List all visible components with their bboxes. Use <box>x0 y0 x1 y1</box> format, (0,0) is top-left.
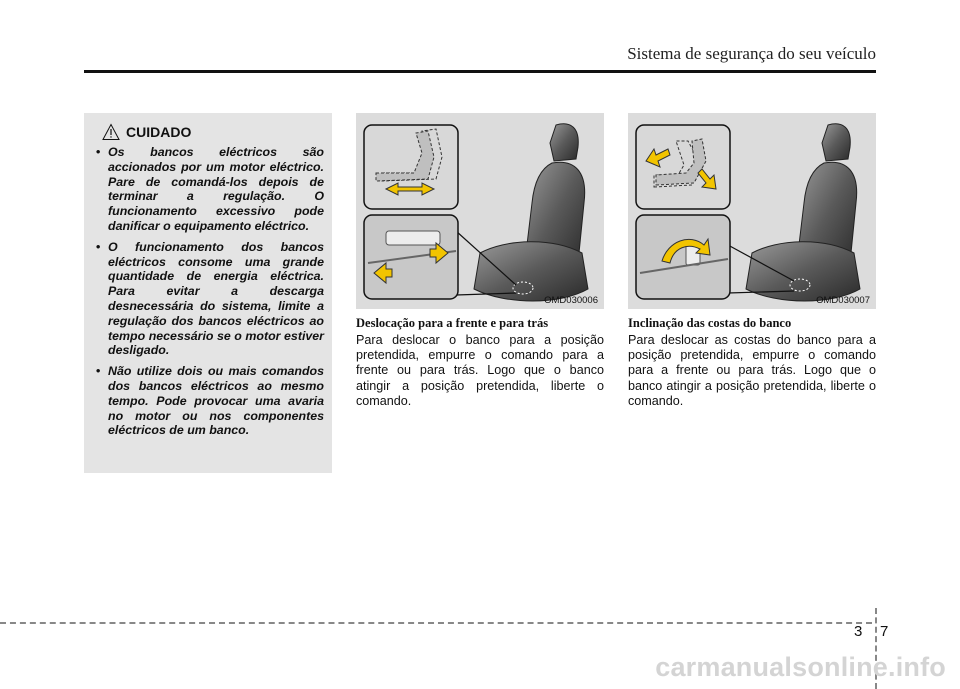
section-text: Para deslocar as costas do banco para a posição pretendida, empurre o comando para a frente ou para trás. Logo que o banco atingir a posição pretendida, liberte o comando. <box>628 333 876 408</box>
chapter-number: 3 <box>854 623 863 640</box>
caution-box <box>84 113 332 473</box>
footer-rule <box>0 622 872 624</box>
watermark: carmanualsonline.info <box>655 652 946 682</box>
caution-list <box>92 145 324 438</box>
page-header-title: Sistema de segurança do seu veículo <box>627 44 876 63</box>
seatback-recline-illustration <box>628 113 876 309</box>
caution-item: • Os bancos eléctricos são accionados por um motor eléctrico. Pare de comandá-los depois de terminar a regulação. O funcionamento excessivo pode danificar o equipamento eléctrico. <box>92 145 324 234</box>
section-text: Para deslocar o banco para a posição pretendida, empurre o comando para a frente ou para trás. Logo que o banco atingir a posição pretendida, liberte o comando. <box>356 333 604 408</box>
seat-slide-illustration <box>356 113 604 309</box>
section-title: Deslocação para a frente e para trás <box>356 316 549 330</box>
figure-code: OMD030006 <box>544 295 598 306</box>
page-number: 7 <box>880 623 889 640</box>
caution-item: • Não utilize dois ou mais comandos dos bancos eléctricos ao mesmo tempo. Pode provocar uma avaria no motor ou nos componentes eléctricos de um banco. <box>92 364 324 438</box>
figure-seatback-recline <box>628 113 876 309</box>
caution-item: • O funcionamento dos bancos eléctricos consome uma grande quantidade de energia eléctrica. Para evitar a descarga desnecessária do sistema, limite a regulação dos bancos eléctricos ao tempo necessário se o motor estiver desligado. <box>92 240 324 358</box>
figure-seat-slide <box>356 113 604 309</box>
figure-code: OMD030007 <box>816 295 870 306</box>
header-rule <box>84 70 876 73</box>
caution-heading <box>102 121 324 143</box>
section-title: Inclinação das costas do banco <box>628 316 792 330</box>
warning-triangle-icon <box>102 123 120 141</box>
caution-title: CUIDADO <box>126 124 192 140</box>
